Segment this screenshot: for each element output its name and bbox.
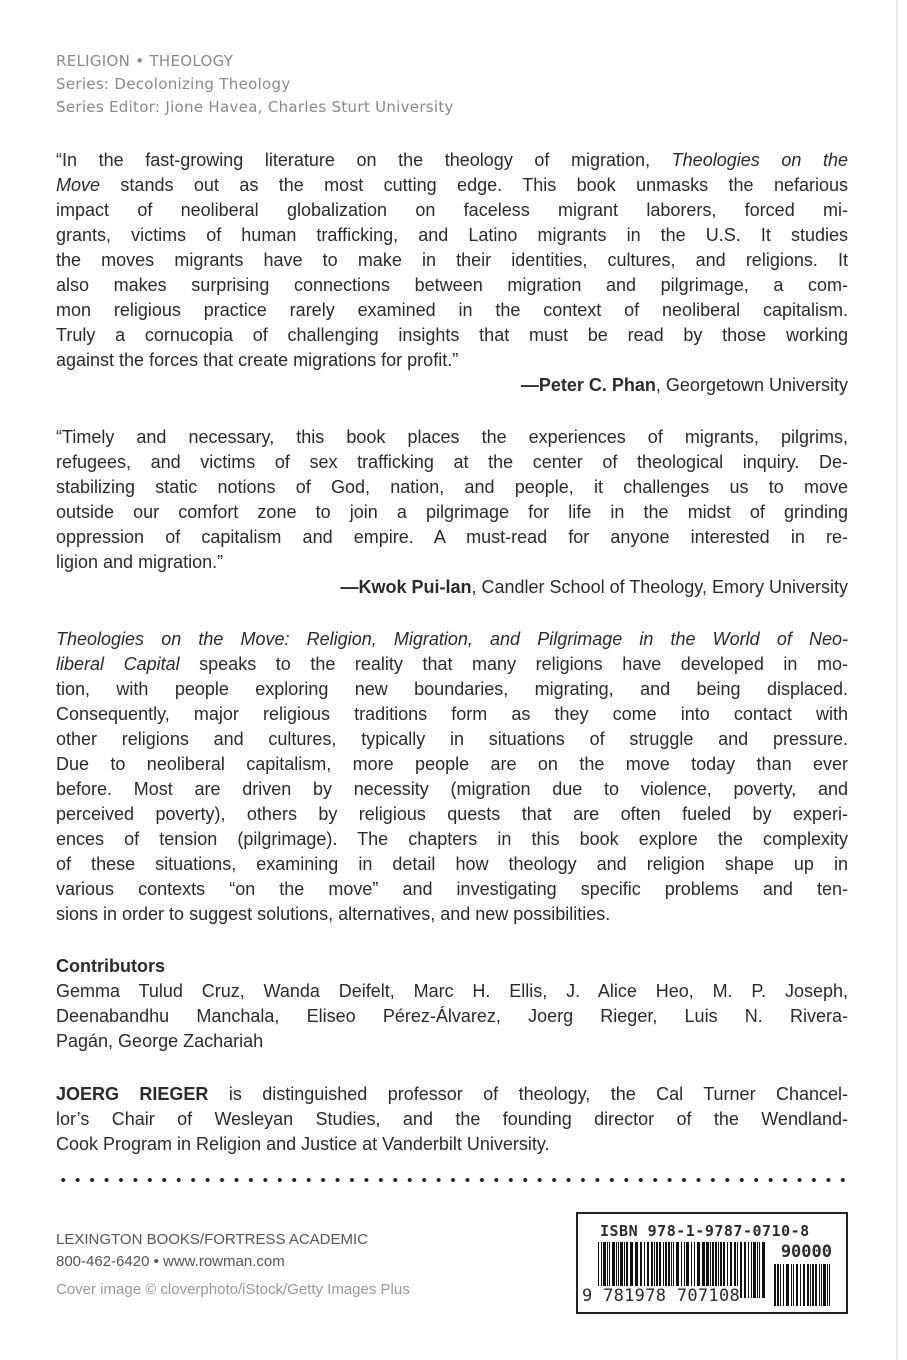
italic-text: Theologies on the	[671, 150, 848, 170]
text-segment: , Georgetown University	[655, 375, 848, 395]
text-segment: Gemma Tulud Cruz, Wanda Deifelt, Marc H. Ellis, J. Alice Heo, M. P. Joseph,	[56, 981, 848, 1001]
text-segment: stabilizing static notions of God, nation, and people, it challenges us to move	[56, 477, 848, 497]
text-segment: Due to neoliberal capitalism, more people are on the move today than ever	[56, 754, 848, 774]
text-line	[56, 627, 848, 652]
barcode-bar	[744, 1242, 746, 1298]
barcode-bar	[759, 1242, 761, 1298]
italic-text: liberal Capital	[56, 654, 180, 674]
author-bio	[56, 1082, 848, 1157]
text-line	[56, 1132, 848, 1157]
text-segment: various contexts “on the move” and investigating specific problems and ten-	[56, 879, 848, 899]
text-segment: other religions and cultures, typically in situations of struggle and pressure.	[56, 729, 848, 749]
text-line	[56, 348, 848, 373]
text-segment: , Candler School of Theology, Emory University	[471, 577, 848, 597]
publisher-contact: 800-462-6420 • www.rowman.com	[56, 1253, 285, 1270]
text-segment: refugees, and victims of sex trafficking at the center of theological inquiry. De-	[56, 452, 848, 472]
text-line	[56, 979, 848, 1004]
barcode-bar	[815, 1264, 817, 1306]
isbn-barcode	[576, 1212, 848, 1314]
text-segment: outside our comfort zone to join a pilgrimage for life in the midst of grinding	[56, 502, 848, 522]
barcode-bar	[821, 1264, 823, 1306]
bold-text: —Peter C. Phan	[520, 375, 656, 395]
contributors-heading: Contributors	[56, 956, 165, 976]
text-segment: before. Most are driven by necessity (migration due to violence, poverty, and	[56, 779, 848, 799]
barcode-bar	[810, 1264, 811, 1306]
text-line	[56, 173, 848, 198]
text-line	[56, 752, 848, 777]
text-segment: lor’s Chair of Wesleyan Studies, and the founding director of the Wendland-	[56, 1109, 848, 1129]
ean-number: 9 781978 707108	[582, 1286, 741, 1306]
cover-image-credit: Cover image © cloverphoto/iStock/Getty Images Plus	[56, 1281, 410, 1298]
barcode-bar	[757, 1242, 758, 1298]
endorsement-kwok	[56, 425, 848, 600]
text-line	[56, 425, 848, 450]
text-line	[56, 677, 848, 702]
text-segment: also makes surprising connections between migration and pilgrimage, a com-	[56, 275, 848, 295]
text-segment: against the forces that create migrations for profit.”	[56, 350, 459, 370]
barcode-bar	[796, 1264, 798, 1306]
text-segment: mon religious practice rarely examined in the context of neoliberal capitalism.	[56, 300, 848, 320]
barcode-bar	[829, 1264, 831, 1306]
text-line	[56, 323, 848, 348]
text-segment: Truly a cornucopia of challenging insights that must be read by those working	[56, 325, 848, 345]
text-segment: ligion and migration.”	[56, 552, 224, 572]
text-line	[56, 777, 848, 802]
series-editor-label: Series Editor: Jione Havea, Charles Sturt University	[56, 98, 454, 116]
text-segment: Deenabandhu Manchala, Eliseo Pérez-Álvarez, Joerg Rieger, Luis N. Rivera-	[56, 1006, 848, 1026]
text-line	[56, 702, 848, 727]
text-segment: is distinguished professor of theology, the Cal Turner Chancel-	[208, 1084, 848, 1104]
text-segment: Cook Program in Religion and Justice at Vanderbilt University.	[56, 1134, 550, 1154]
text-segment: oppression of capitalism and empire. A must-read for anyone interested in re-	[56, 527, 848, 547]
text-segment: stands out as the most cutting edge. This book unmasks the nefarious	[100, 175, 848, 195]
cover-header	[56, 50, 454, 119]
text-line	[56, 298, 848, 323]
text-line	[56, 525, 848, 550]
text-line	[56, 450, 848, 475]
text-line	[56, 852, 848, 877]
endorsement-attribution	[56, 575, 848, 600]
price-addon: 90000	[780, 1242, 832, 1262]
barcode-bar	[823, 1264, 825, 1306]
text-line	[56, 902, 848, 927]
text-line	[56, 827, 848, 852]
text-segment: “In the fast-growing literature on the theology of migration,	[56, 150, 672, 170]
text-line	[56, 1029, 848, 1054]
category-label: RELIGION • THEOLOGY	[56, 52, 234, 70]
contributors-section	[56, 954, 848, 1054]
text-line	[56, 652, 848, 677]
barcode-bar	[800, 1264, 801, 1306]
text-line	[56, 500, 848, 525]
page-edge	[896, 0, 898, 1360]
barcode-bar	[812, 1264, 814, 1306]
addon-bars	[774, 1264, 832, 1306]
barcode-bar	[783, 1264, 785, 1306]
text-line	[56, 248, 848, 273]
text-line	[56, 550, 848, 575]
endorsement-phan	[56, 148, 848, 398]
text-line	[56, 1107, 848, 1132]
text-segment: “Timely and necessary, this book places the experiences of migrants, pilgrims,	[56, 427, 848, 447]
text-segment: perceived poverty), others by religious quests that are often fueled by experi-	[56, 804, 848, 824]
text-line	[56, 1004, 848, 1029]
text-segment: grants, victims of human trafficking, and Latino migrants in the U.S. It studies	[56, 225, 848, 245]
publisher-info	[56, 1229, 410, 1301]
italic-text: Theologies on the Move: Religion, Migration, and Pilgrimage in the World of Neo-	[56, 629, 848, 649]
text-line	[56, 802, 848, 827]
italic-text: Move	[56, 175, 101, 195]
barcode-bar	[807, 1264, 809, 1306]
text-line	[56, 727, 848, 752]
barcode-bar	[780, 1264, 781, 1306]
barcode-bar	[827, 1264, 828, 1306]
text-line	[56, 148, 848, 173]
barcode-bar	[740, 1242, 742, 1298]
dotted-divider	[56, 1176, 851, 1184]
text-line	[56, 223, 848, 248]
barcode-bar	[803, 1264, 805, 1306]
text-segment: impact of neoliberal globalization on faceless migrant laborers, forced mi-	[56, 200, 848, 220]
barcode-bar	[748, 1242, 749, 1298]
barcode-bar	[753, 1242, 755, 1298]
barcode-bar	[819, 1264, 820, 1306]
text-segment: the moves migrants have to make in their identities, cultures, and religions. It	[56, 250, 848, 270]
barcode-bar	[786, 1264, 788, 1306]
book-description	[56, 627, 848, 927]
text-segment: of these situations, examining in detail how theology and religion shape up in	[56, 854, 848, 874]
text-line	[56, 1082, 848, 1107]
text-segment: Consequently, major religious traditions form as they come into contact with	[56, 704, 848, 724]
barcode-bar	[774, 1264, 776, 1306]
endorsement-attribution	[56, 373, 848, 398]
publisher-name: LEXINGTON BOOKS/FORTRESS ACADEMIC	[56, 1231, 369, 1248]
barcode-bar	[777, 1264, 779, 1306]
text-line	[56, 273, 848, 298]
text-line	[56, 198, 848, 223]
barcode-bar	[751, 1242, 753, 1298]
text-segment: ences of tension (pilgrimage). The chapters in this book explore the complexity	[56, 829, 848, 849]
text-segment: tion, with people exploring new boundaries, migrating, and being displaced.	[56, 679, 848, 699]
text-line	[56, 475, 848, 500]
text-segment: sions in order to suggest solutions, alternatives, and new possibilities.	[56, 904, 611, 924]
bold-text: —Kwok Pui-lan	[340, 577, 472, 597]
text-line	[56, 877, 848, 902]
isbn-label: ISBN 978-1-9787-0710-8	[600, 1222, 810, 1240]
barcode-bar	[793, 1264, 795, 1306]
text-segment: speaks to the reality that many religions have developed in mo-	[179, 654, 848, 674]
barcode-bar	[762, 1242, 764, 1298]
bold-text: JOERG RIEGER	[56, 1084, 209, 1104]
text-segment: Pagán, George Zachariah	[56, 1031, 264, 1051]
barcode-bar	[791, 1264, 792, 1306]
series-label: Series: Decolonizing Theology	[56, 75, 291, 93]
